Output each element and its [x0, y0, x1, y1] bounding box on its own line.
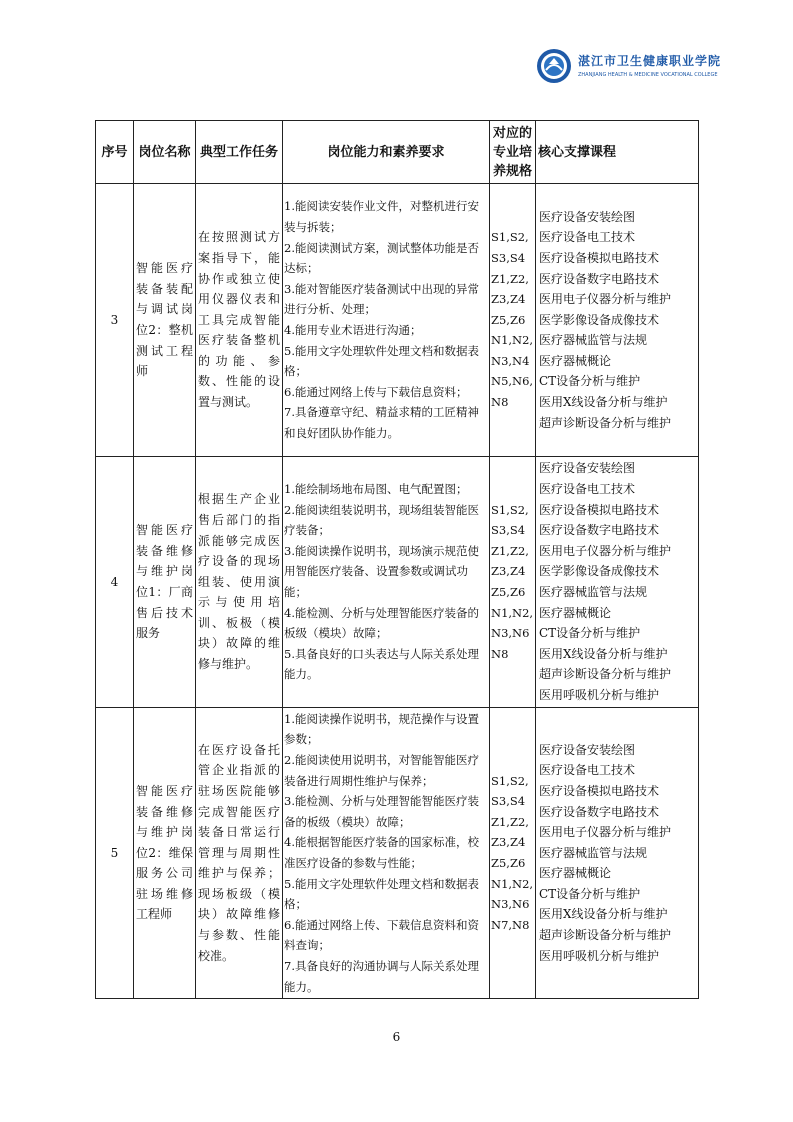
requirement-item: 3.能对智能医疗装备测试中出现的异常进行分析、处理；: [284, 281, 479, 317]
course-item: 医疗设备数字电路技术: [539, 804, 660, 819]
course-item: 医疗器械监管与法规: [539, 333, 648, 348]
course-item: 医学影像设备成像技术: [539, 564, 660, 579]
requirement-item: 2.能阅读使用说明书，对智能智能医疗装备进行周期性维护与保养；: [284, 753, 479, 788]
spec-code: N3,N4: [491, 353, 530, 368]
course-item: 医疗设备安装绘图: [539, 209, 636, 224]
course-item: 医用X线设备分析与维护: [539, 907, 668, 922]
requirement-item: 6.能通过网络上传与下载信息资料；: [284, 384, 468, 399]
course-item: 医用电子仪器分析与维护: [539, 292, 672, 307]
requirement-item: 4.能检测、分析与处理智能医疗装备的板级（模块）故障；: [284, 605, 479, 641]
requirement-item: 1.能绘制场地布局图、电气配置图；: [284, 482, 468, 497]
requirement-item: 5.能用文字处理软件处理文档和数据表格；: [284, 343, 479, 379]
course-item: 医用电子仪器分析与维护: [539, 543, 672, 558]
course-item: 超声诊断设备分析与维护: [539, 928, 672, 943]
requirement-item: 4.能根据智能医疗装备的国家标准，校准医疗设备的参数与性能；: [284, 835, 479, 870]
spec-code: N1,N2,: [491, 605, 534, 620]
courses-cell: [536, 708, 699, 999]
spec-code: Z5,Z6: [491, 585, 526, 599]
course-item: 医用电子仪器分析与维护: [539, 825, 672, 840]
course-item: 医用呼吸机分析与维护: [539, 948, 660, 963]
course-item: 医学影像设备成像技术: [539, 312, 660, 327]
spec-code: N5,N6,: [491, 374, 534, 389]
requirement-item: 5.能用文字处理软件处理文档和数据表格；: [284, 876, 479, 912]
spec-code: S3,S4: [491, 523, 526, 538]
header-requirements: 岗位能力和素养要求: [283, 121, 490, 184]
requirement-item: 2.能阅读组装说明书，现场组装智能医疗装备；: [284, 502, 479, 538]
course-item: 医疗设备数字电路技术: [539, 523, 660, 538]
spec-code: N1,N2,: [491, 333, 534, 348]
course-item: 医疗器械监管与法规: [539, 845, 648, 860]
requirement-item: 7.具备遵章守纪、精益求精的工匠精神和良好团队协作能力。: [284, 405, 479, 440]
spec-code: N8: [491, 646, 509, 661]
logo-english-name: ZHANJIANG HEALTH & MEDICINE VOCATIONAL COLLEGE: [578, 72, 718, 78]
course-item: CT设备分析与维护: [539, 886, 641, 901]
table-row: [96, 457, 699, 708]
requirement-item: 1.能阅读操作说明书，规范操作与设置参数；: [284, 711, 479, 747]
spec-code: N8: [491, 395, 509, 410]
spec-code: S3,S4: [491, 794, 526, 809]
college-logo: [536, 46, 722, 88]
college-emblem-icon: [536, 48, 572, 84]
course-item: 医用X线设备分析与维护: [539, 395, 668, 410]
logo-chinese-name: 湛江市卫生健康职业学院: [578, 54, 722, 68]
spec-cell: [490, 708, 536, 999]
spec-code: N7,N8: [491, 917, 530, 932]
spec-code: Z3,Z4: [491, 835, 526, 850]
header-spec: 对应的专业培养规格: [490, 121, 536, 184]
row-number: 3: [96, 184, 134, 457]
page-number: 6: [392, 1030, 401, 1044]
row-number: 4: [96, 457, 134, 708]
course-item: 医用X线设备分析与维护: [539, 646, 668, 661]
course-item: 医疗设备模拟电路技术: [539, 783, 660, 798]
course-item: 医疗设备电工技术: [539, 763, 636, 778]
course-item: 医疗设备模拟电路技术: [539, 250, 660, 265]
spec-code: Z1,Z2,: [491, 814, 529, 829]
course-item: 医疗设备模拟电路技术: [539, 502, 660, 517]
course-item: CT设备分析与维护: [539, 626, 641, 641]
spec-code: S1,S2,: [491, 773, 529, 788]
spec-code: S3,S4: [491, 250, 526, 265]
spec-code: Z3,Z4: [491, 292, 526, 307]
spec-code: Z5,Z6: [491, 312, 526, 327]
table-header-row: [96, 121, 699, 184]
row-number: 5: [96, 708, 134, 999]
requirements-cell: [283, 708, 490, 999]
course-item: CT设备分析与维护: [539, 374, 641, 389]
course-item: 医疗设备数字电路技术: [539, 271, 660, 286]
spec-code: N3,N6: [491, 897, 530, 912]
requirement-item: 7.具备良好的沟通协调与人际关系处理能力。: [284, 958, 479, 994]
job-competency-table: [95, 120, 699, 999]
requirement-item: 4.能用专业术语进行沟通；: [284, 323, 422, 337]
requirements-cell: [283, 184, 490, 457]
post-name: 智能医疗装备维修与维护岗位1：厂商售后技术服务: [134, 457, 196, 708]
course-item: 超声诊断设备分析与维护: [539, 667, 672, 682]
course-item: 医疗设备电工技术: [539, 230, 636, 245]
spec-cell: [490, 457, 536, 708]
typical-task: 根据生产企业售后部门的指派能够完成医疗设备的现场组装、使用演示与使用培训、板极（模块）故障的维修与维护。: [196, 457, 283, 708]
table-row: [96, 184, 699, 457]
course-item: 医疗设备安装绘图: [539, 461, 636, 476]
header-courses: 核心支撑课程: [536, 121, 699, 184]
post-name: 智能医疗装备维修与维护岗位2：维保服务公司驻场维修工程师: [134, 708, 196, 999]
spec-code: S1,S2,: [491, 230, 529, 245]
spec-code: Z1,Z2,: [491, 543, 529, 558]
course-item: 医疗器械监管与法规: [539, 585, 648, 599]
course-item: 医疗器械概论: [539, 353, 612, 368]
course-item: 医疗设备安装绘图: [539, 742, 636, 757]
table-row: [96, 708, 699, 999]
course-item: 医疗器械概论: [539, 866, 612, 881]
spec-code: Z3,Z4: [491, 564, 526, 579]
course-item: 医疗设备电工技术: [539, 482, 636, 497]
spec-code: N3,N6: [491, 626, 530, 641]
typical-task: 在按照测试方案指导下，能协作或独立使用仪器仪表和工具完成智能医疗装备整机的功能、参数、性能的设置与测试。: [196, 184, 283, 457]
spec-code: Z1,Z2,: [491, 271, 529, 286]
course-item: 医用呼吸机分析与维护: [539, 687, 660, 702]
course-item: 超声诊断设备分析与维护: [539, 415, 672, 430]
requirements-cell: [283, 457, 490, 708]
requirement-item: 1.能阅读安装作业文件，对整机进行安装与拆装；: [284, 199, 479, 235]
requirement-item: 2.能阅读测试方案，测试整体功能是否达标；: [284, 240, 479, 276]
spec-code: S1,S2,: [491, 502, 529, 517]
requirement-item: 3.能阅读操作说明书，现场演示规范使用智能医疗装备、设置参数或调试功能；: [284, 543, 479, 599]
typical-task: 在医疗设备托管企业指派的驻场医院能够完成智能医疗装备日常运行管理与周期性维护与保养；现场板级（模块）故障维修与参数、性能校准。: [196, 708, 283, 999]
requirement-item: 5.具备良好的口头表达与人际关系处理能力。: [284, 646, 479, 682]
course-item: 医疗器械概论: [539, 605, 612, 620]
post-name: 智能医疗装备装配与调试岗位2：整机测试工程师: [134, 184, 196, 457]
courses-cell: [536, 184, 699, 457]
header-post: 岗位名称: [134, 121, 196, 184]
courses-cell: [536, 457, 699, 708]
spec-code: N1,N2,: [491, 876, 534, 891]
requirement-item: 6.能通过网络上传、下载信息资料和资料查询；: [284, 917, 479, 953]
spec-cell: [490, 184, 536, 457]
header-task: 典型工作任务: [196, 121, 283, 184]
spec-code: Z5,Z6: [491, 856, 526, 870]
header-num: 序号: [96, 121, 134, 184]
requirement-item: 3.能检测、分析与处理智能智能医疗装备的板级（模块）故障；: [284, 794, 479, 829]
